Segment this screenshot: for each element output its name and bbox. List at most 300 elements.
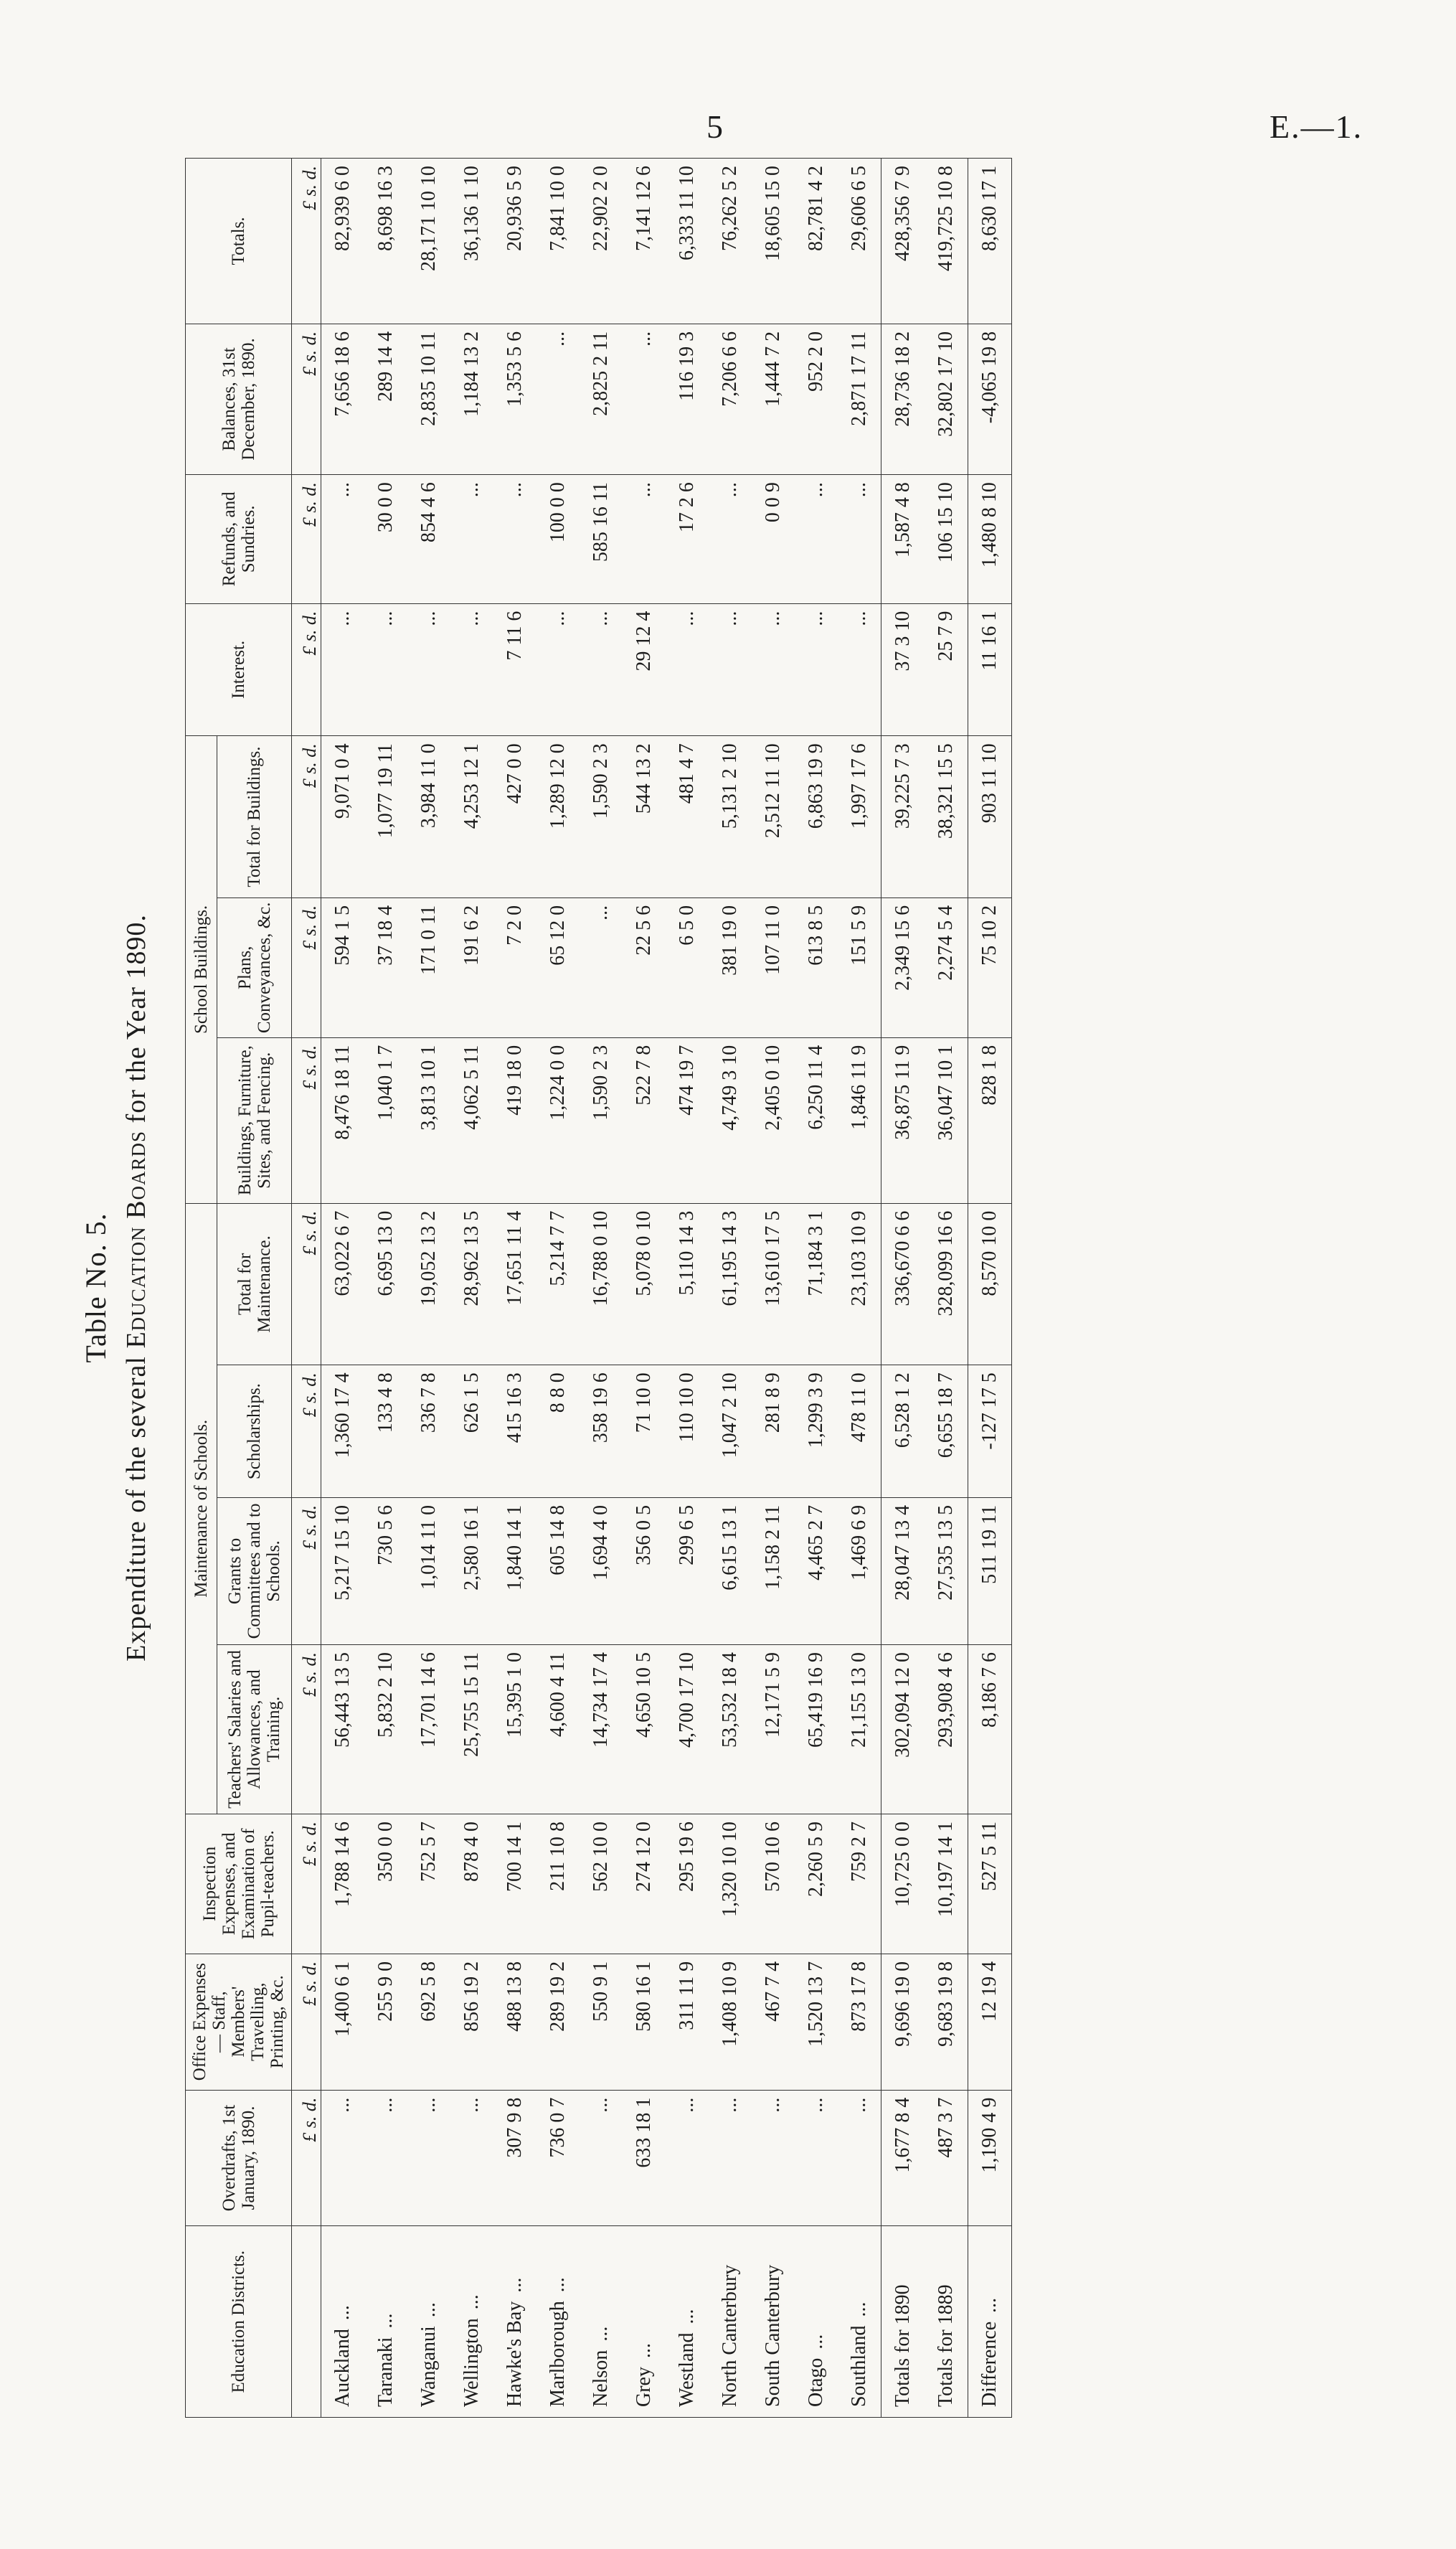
table-row [580, 159, 623, 2418]
amount-cell: 5,214 7 7 [536, 1203, 580, 1365]
units-cell: £ s. d. [292, 1365, 321, 1498]
amount-cell: 585 16 11 [580, 475, 623, 603]
units-cell: £ s. d. [292, 324, 321, 474]
district-name: Taranaki [374, 2337, 397, 2407]
amount-cell: 428,356 7 9 [881, 159, 925, 324]
amount-cell: 487 3 7 [925, 2090, 968, 2226]
district-cell [925, 2226, 968, 2418]
amount-cell: 255 9 0 [364, 1954, 407, 2090]
amount-cell: 1,040 1 7 [364, 1037, 407, 1203]
rotated-table-block [79, 158, 1377, 2418]
district-name: South Canterbury [762, 2264, 784, 2407]
amount-cell: 17,701 14 6 [407, 1645, 450, 1814]
amount-cell: 1,587 4 8 [881, 475, 925, 603]
amount-cell: 336,670 6 6 [881, 1203, 925, 1365]
district-cell [407, 2226, 450, 2418]
header-grants: Grants to Committees and to Schools. [217, 1497, 292, 1644]
amount-cell: 2,349 15 6 [881, 897, 925, 1037]
units-cell: £ s. d. [292, 736, 321, 898]
amount-cell: 37 18 4 [364, 897, 407, 1037]
amount-cell: 3,984 11 0 [407, 736, 450, 898]
amount-cell: 1,014 11 0 [407, 1497, 450, 1644]
amount-cell: 873 17 8 [838, 1954, 881, 2090]
amount-cell: 23,103 10 9 [838, 1203, 881, 1365]
amount-cell: 17 2 6 [666, 475, 709, 603]
district-cell [321, 2226, 365, 2418]
amount-cell: 191 6 2 [450, 897, 493, 1037]
amount-cell: 25 7 9 [925, 603, 968, 736]
leader-dots: ... [460, 2294, 483, 2310]
header-interest: Interest. [186, 603, 292, 736]
amount-cell: ... [321, 475, 365, 603]
amount-cell: 419,725 10 8 [925, 159, 968, 324]
amount-cell: 562 10 0 [580, 1814, 623, 1954]
amount-cell: 32,802 17 10 [925, 324, 968, 474]
totals-row [881, 159, 925, 2418]
amount-cell: 478 11 0 [838, 1365, 881, 1498]
units-cell: £ s. d. [292, 1497, 321, 1644]
amount-cell: 29,606 6 5 [838, 159, 881, 324]
amount-cell: ... [364, 2090, 407, 2226]
amount-cell: 151 5 9 [838, 897, 881, 1037]
amount-cell: 274 12 0 [623, 1814, 666, 1954]
amount-cell: 626 1 5 [450, 1365, 493, 1498]
amount-cell: 110 10 0 [666, 1365, 709, 1498]
amount-cell: 5,217 15 10 [321, 1497, 365, 1644]
amount-cell: 580 16 1 [623, 1954, 666, 2090]
amount-cell: 14,734 17 4 [580, 1645, 623, 1814]
amount-cell: 22 5 6 [623, 897, 666, 1037]
difference-row [968, 159, 1012, 2418]
district-name: Difference [978, 2321, 1001, 2407]
district-cell [450, 2226, 493, 2418]
amount-cell: 474 19 7 [666, 1037, 709, 1203]
leader-dots: ... [978, 2297, 1001, 2313]
amount-cell: 36,047 10 1 [925, 1037, 968, 1203]
amount-cell: 7,841 10 0 [536, 159, 580, 324]
expenditure-table [185, 158, 1012, 2418]
district-name: Wellington [460, 2318, 483, 2407]
units-cell: £ s. d. [292, 1954, 321, 2090]
amount-cell: ... [838, 603, 881, 736]
amount-cell: 12 19 4 [968, 1954, 1012, 2090]
amount-cell: 71 10 0 [623, 1365, 666, 1498]
amount-cell: ... [407, 2090, 450, 2226]
subtitle-smallcaps: Education Boards [121, 1130, 151, 1349]
district-cell [580, 2226, 623, 2418]
table-row [666, 159, 709, 2418]
amount-cell: 39,225 7 3 [881, 736, 925, 898]
units-cell: £ s. d. [292, 1037, 321, 1203]
amount-cell: 467 7 4 [752, 1954, 795, 2090]
amount-cell: 116 19 3 [666, 324, 709, 474]
amount-cell: 293,908 4 6 [925, 1645, 968, 1814]
amount-cell: 28,962 13 5 [450, 1203, 493, 1365]
amount-cell: ... [580, 603, 623, 736]
amount-cell: 2,274 5 4 [925, 897, 968, 1037]
table-row [493, 159, 536, 2418]
amount-cell: 570 10 6 [752, 1814, 795, 1954]
units-cell: £ s. d. [292, 475, 321, 603]
leader-dots: ... [805, 2334, 827, 2350]
table-row [364, 159, 407, 2418]
amount-cell: 2,260 5 9 [795, 1814, 838, 1954]
amount-cell: 311 11 9 [666, 1954, 709, 2090]
amount-cell: 4,700 17 10 [666, 1645, 709, 1814]
amount-cell: 1,047 2 10 [709, 1365, 752, 1498]
units-cell: £ s. d. [292, 897, 321, 1037]
amount-cell: 6,250 11 4 [795, 1037, 838, 1203]
amount-cell: 13,610 17 5 [752, 1203, 795, 1365]
amount-cell: 71,184 3 1 [795, 1203, 838, 1365]
amount-cell: ... [321, 2090, 365, 2226]
district-cell [968, 2226, 1012, 2418]
units-cell [292, 2226, 321, 2418]
amount-cell: 1,158 2 11 [752, 1497, 795, 1644]
amount-cell: -127 17 5 [968, 1365, 1012, 1498]
amount-cell: 759 2 7 [838, 1814, 881, 1954]
district-name: Marlborough [547, 2301, 569, 2407]
amount-cell: 1,077 19 11 [364, 736, 407, 898]
amount-cell: 2,835 10 11 [407, 324, 450, 474]
amount-cell: ... [580, 897, 623, 1037]
amount-cell: 2,825 2 11 [580, 324, 623, 474]
district-name: Nelson [590, 2350, 612, 2407]
amount-cell: 17,651 11 4 [493, 1203, 536, 1365]
leader-dots: ... [676, 2309, 698, 2324]
amount-cell: 10,725 0 0 [881, 1814, 925, 1954]
amount-cell: 3,813 10 1 [407, 1037, 450, 1203]
table-body [321, 159, 1012, 2418]
district-name: North Canterbury [719, 2264, 741, 2407]
district-name: Southland [848, 2325, 870, 2407]
amount-cell: 854 4 6 [407, 475, 450, 603]
amount-cell: ... [838, 475, 881, 603]
amount-cell: 594 1 5 [321, 897, 365, 1037]
district-cell [536, 2226, 580, 2418]
amount-cell: 7,206 6 6 [709, 324, 752, 474]
amount-cell: 0 0 9 [752, 475, 795, 603]
amount-cell: 613 8 5 [795, 897, 838, 1037]
amount-cell: 36,136 1 10 [450, 159, 493, 324]
amount-cell: 2,871 17 11 [838, 324, 881, 474]
amount-cell: 25,755 15 11 [450, 1645, 493, 1814]
amount-cell: 7 11 6 [493, 603, 536, 736]
amount-cell: 419 18 0 [493, 1037, 536, 1203]
amount-cell: 281 8 9 [752, 1365, 795, 1498]
amount-cell: ... [666, 2090, 709, 2226]
table-row [838, 159, 881, 2418]
amount-cell: 730 5 6 [364, 1497, 407, 1644]
amount-cell: 550 9 1 [580, 1954, 623, 2090]
amount-cell: ... [752, 603, 795, 736]
district-name: Westland [676, 2332, 698, 2407]
district-cell [881, 2226, 925, 2418]
amount-cell: 28,047 13 4 [881, 1497, 925, 1644]
amount-cell: 37 3 10 [881, 603, 925, 736]
district-name: Wanganui [417, 2326, 440, 2407]
amount-cell: 1,299 3 9 [795, 1365, 838, 1498]
leader-dots: ... [374, 2313, 397, 2329]
amount-cell: 336 7 8 [407, 1365, 450, 1498]
district-name: Totals for 1890 [892, 2284, 914, 2407]
amount-cell: ... [795, 603, 838, 736]
district-cell [493, 2226, 536, 2418]
amount-cell: 8,476 18 11 [321, 1037, 365, 1203]
amount-cell: ... [536, 324, 580, 474]
district-name: Grey [633, 2367, 655, 2407]
amount-cell: 106 15 10 [925, 475, 968, 603]
amount-cell: 9,683 19 8 [925, 1954, 968, 2090]
amount-cell: 381 19 0 [709, 897, 752, 1037]
amount-cell: 1,408 10 9 [709, 1954, 752, 2090]
amount-cell: 211 10 8 [536, 1814, 580, 1954]
amount-cell: ... [709, 475, 752, 603]
amount-cell: 856 19 2 [450, 1954, 493, 2090]
amount-cell: 38,321 15 5 [925, 736, 968, 898]
amount-cell: 8,186 7 6 [968, 1645, 1012, 1814]
amount-cell: 6,615 13 1 [709, 1497, 752, 1644]
amount-cell: 65 12 0 [536, 897, 580, 1037]
amount-cell: ... [795, 2090, 838, 2226]
amount-cell: ... [709, 2090, 752, 2226]
header-balances: Balances, 31st December, 1890. [186, 324, 292, 474]
amount-cell: 56,443 13 5 [321, 1645, 365, 1814]
amount-cell: 171 0 11 [407, 897, 450, 1037]
units-cell: £ s. d. [292, 159, 321, 324]
table-row [321, 159, 365, 2418]
amount-cell: 82,781 4 2 [795, 159, 838, 324]
header-maintenance-group: Maintenance of Schools. [186, 1203, 217, 1814]
amount-cell: 736 0 7 [536, 2090, 580, 2226]
amount-cell: 8,570 10 0 [968, 1203, 1012, 1365]
amount-cell: 350 0 0 [364, 1814, 407, 1954]
table-row [795, 159, 838, 2418]
amount-cell: ... [838, 2090, 881, 2226]
district-cell [752, 2226, 795, 2418]
amount-cell: 1,400 6 1 [321, 1954, 365, 2090]
amount-cell: 6,655 18 7 [925, 1365, 968, 1498]
amount-cell: 4,062 5 11 [450, 1037, 493, 1203]
amount-cell: 5,078 0 10 [623, 1203, 666, 1365]
amount-cell: 36,875 11 9 [881, 1037, 925, 1203]
amount-cell: 61,195 14 3 [709, 1203, 752, 1365]
page-number: 5 [706, 108, 723, 145]
amount-cell: 4,600 4 11 [536, 1645, 580, 1814]
header-buildings: Buildings, Furniture, Sites, and Fencing. [217, 1037, 292, 1203]
amount-cell: 289 19 2 [536, 1954, 580, 2090]
amount-cell: 16,788 0 10 [580, 1203, 623, 1365]
amount-cell: 4,253 12 1 [450, 736, 493, 898]
amount-cell: 358 19 6 [580, 1365, 623, 1498]
amount-cell: 1,788 14 6 [321, 1814, 365, 1954]
amount-cell: 9,696 19 0 [881, 1954, 925, 2090]
leader-dots: ... [590, 2326, 612, 2342]
leader-dots: ... [417, 2302, 440, 2318]
amount-cell: ... [709, 603, 752, 736]
amount-cell: 7,141 12 6 [623, 159, 666, 324]
amount-cell: 5,832 2 10 [364, 1645, 407, 1814]
amount-cell: 1,190 4 9 [968, 2090, 1012, 2226]
amount-cell: ... [364, 603, 407, 736]
leader-dots: ... [547, 2277, 569, 2293]
amount-cell: 28,171 10 10 [407, 159, 450, 324]
amount-cell: 295 19 6 [666, 1814, 709, 1954]
amount-cell: 30 0 0 [364, 475, 407, 603]
district-cell [709, 2226, 752, 2418]
header-office-expenses: Office Expenses— Staff, Members' Travelling, Printing, &c. [186, 1954, 292, 2090]
units-cell: £ s. d. [292, 1203, 321, 1365]
amount-cell: 7 2 0 [493, 897, 536, 1037]
amount-cell: 952 2 0 [795, 324, 838, 474]
amount-cell: 76,262 5 2 [709, 159, 752, 324]
amount-cell: 527 5 11 [968, 1814, 1012, 1954]
amount-cell: 511 19 11 [968, 1497, 1012, 1644]
amount-cell: 9,071 0 4 [321, 736, 365, 898]
amount-cell: 1,353 5 6 [493, 324, 536, 474]
units-cell: £ s. d. [292, 1814, 321, 1954]
amount-cell: 19,052 13 2 [407, 1203, 450, 1365]
amount-cell: 1,289 12 0 [536, 736, 580, 898]
amount-cell: 752 5 7 [407, 1814, 450, 1954]
header-total-buildings: Total for Buildings. [217, 736, 292, 898]
amount-cell: ... [450, 2090, 493, 2226]
amount-cell: 4,465 2 7 [795, 1497, 838, 1644]
amount-cell: 488 13 8 [493, 1954, 536, 2090]
header-scholarships: Scholarships. [217, 1365, 292, 1498]
table-row [752, 159, 795, 2418]
amount-cell: 18,605 15 0 [752, 159, 795, 324]
amount-cell: 415 16 3 [493, 1365, 536, 1498]
amount-cell: ... [623, 475, 666, 603]
amount-cell: 6,528 1 2 [881, 1365, 925, 1498]
amount-cell: 700 14 1 [493, 1814, 536, 1954]
amount-cell: 6,863 19 9 [795, 736, 838, 898]
amount-cell: 1,840 14 1 [493, 1497, 536, 1644]
amount-cell: 1,997 17 6 [838, 736, 881, 898]
table-row [407, 159, 450, 2418]
header-row-1 [186, 159, 217, 2418]
amount-cell: 8,630 17 1 [968, 159, 1012, 324]
header-plans: Plans, Conveyances, &c. [217, 897, 292, 1037]
leader-dots: ... [848, 2301, 870, 2317]
amount-cell: ... [493, 475, 536, 603]
amount-cell: 1,590 2 3 [580, 1037, 623, 1203]
amount-cell: 633 18 1 [623, 2090, 666, 2226]
amount-cell: 544 13 2 [623, 736, 666, 898]
units-cell: £ s. d. [292, 1645, 321, 1814]
amount-cell: 12,171 5 9 [752, 1645, 795, 1814]
amount-cell: 8,698 16 3 [364, 159, 407, 324]
amount-cell: 8 8 0 [536, 1365, 580, 1498]
leader-dots: ... [633, 2343, 655, 2359]
amount-cell: 605 14 8 [536, 1497, 580, 1644]
amount-cell: 1,520 13 7 [795, 1954, 838, 2090]
leader-dots: ... [504, 2277, 526, 2293]
district-cell [838, 2226, 881, 2418]
table-subtitle [120, 158, 152, 2418]
amount-cell: 1,224 0 0 [536, 1037, 580, 1203]
page-code: E.—1. [1270, 108, 1363, 145]
header-inspection: Inspection Expenses, and Examination of Pupil-teachers. [186, 1814, 292, 1954]
amount-cell: 21,155 13 0 [838, 1645, 881, 1814]
amount-cell: 53,532 18 4 [709, 1645, 752, 1814]
amount-cell: 427 0 0 [493, 736, 536, 898]
amount-cell: 100 0 0 [536, 475, 580, 603]
amount-cell: 2,580 16 1 [450, 1497, 493, 1644]
table-row [536, 159, 580, 2418]
amount-cell: 356 0 5 [623, 1497, 666, 1644]
amount-cell: 11 16 1 [968, 603, 1012, 736]
amount-cell: 7,656 18 6 [321, 324, 365, 474]
table-row [450, 159, 493, 2418]
units-cell: £ s. d. [292, 2090, 321, 2226]
district-cell [364, 2226, 407, 2418]
amount-cell: 1,444 7 2 [752, 324, 795, 474]
units-cell: £ s. d. [292, 603, 321, 736]
amount-cell: 1,469 6 9 [838, 1497, 881, 1644]
amount-cell: 302,094 12 0 [881, 1645, 925, 1814]
table-row [709, 159, 752, 2418]
district-name: Auckland [331, 2329, 354, 2407]
amount-cell: 289 14 4 [364, 324, 407, 474]
amount-cell: ... [450, 603, 493, 736]
amount-cell: 20,936 5 9 [493, 159, 536, 324]
amount-cell: 75 10 2 [968, 897, 1012, 1037]
units-row [292, 159, 321, 2418]
amount-cell: 878 4 0 [450, 1814, 493, 1954]
amount-cell: 82,939 6 0 [321, 159, 365, 324]
amount-cell: 15,395 1 0 [493, 1645, 536, 1814]
header-overdrafts: Overdrafts, 1st January, 1890. [186, 2090, 292, 2226]
header-teachers: Teachers' Salaries and Allowances, and Training. [217, 1645, 292, 1814]
amount-cell: ... [580, 2090, 623, 2226]
amount-cell: 6,333 11 10 [666, 159, 709, 324]
amount-cell: 1,480 8 10 [968, 475, 1012, 603]
amount-cell: 1,184 13 2 [450, 324, 493, 474]
amount-cell: 5,131 2 10 [709, 736, 752, 898]
district-name: Hawke's Bay [504, 2301, 526, 2407]
amount-cell: 4,749 3 10 [709, 1037, 752, 1203]
amount-cell: 692 5 8 [407, 1954, 450, 2090]
amount-cell: 1,590 2 3 [580, 736, 623, 898]
district-cell [666, 2226, 709, 2418]
header-total-maintenance: Total for Maintenance. [217, 1203, 292, 1365]
amount-cell: 29 12 4 [623, 603, 666, 736]
amount-cell: ... [623, 324, 666, 474]
amount-cell: 133 4 8 [364, 1365, 407, 1498]
amount-cell: 2,405 0 10 [752, 1037, 795, 1203]
amount-cell: ... [752, 2090, 795, 2226]
amount-cell: 65,419 16 9 [795, 1645, 838, 1814]
amount-cell: -4,065 19 8 [968, 324, 1012, 474]
amount-cell: ... [407, 603, 450, 736]
amount-cell: 1,320 10 10 [709, 1814, 752, 1954]
amount-cell: 1,360 17 4 [321, 1365, 365, 1498]
amount-cell: ... [666, 603, 709, 736]
amount-cell: 22,902 2 0 [580, 159, 623, 324]
amount-cell: ... [321, 603, 365, 736]
table-title: Table No. 5. [80, 1212, 112, 1363]
amount-cell: 481 4 7 [666, 736, 709, 898]
amount-cell: 5,110 14 3 [666, 1203, 709, 1365]
amount-cell: 2,512 11 10 [752, 736, 795, 898]
amount-cell: 6,695 13 0 [364, 1203, 407, 1365]
amount-cell: ... [536, 603, 580, 736]
amount-cell: 10,197 14 1 [925, 1814, 968, 1954]
district-cell [795, 2226, 838, 2418]
leader-dots: ... [331, 2305, 354, 2321]
